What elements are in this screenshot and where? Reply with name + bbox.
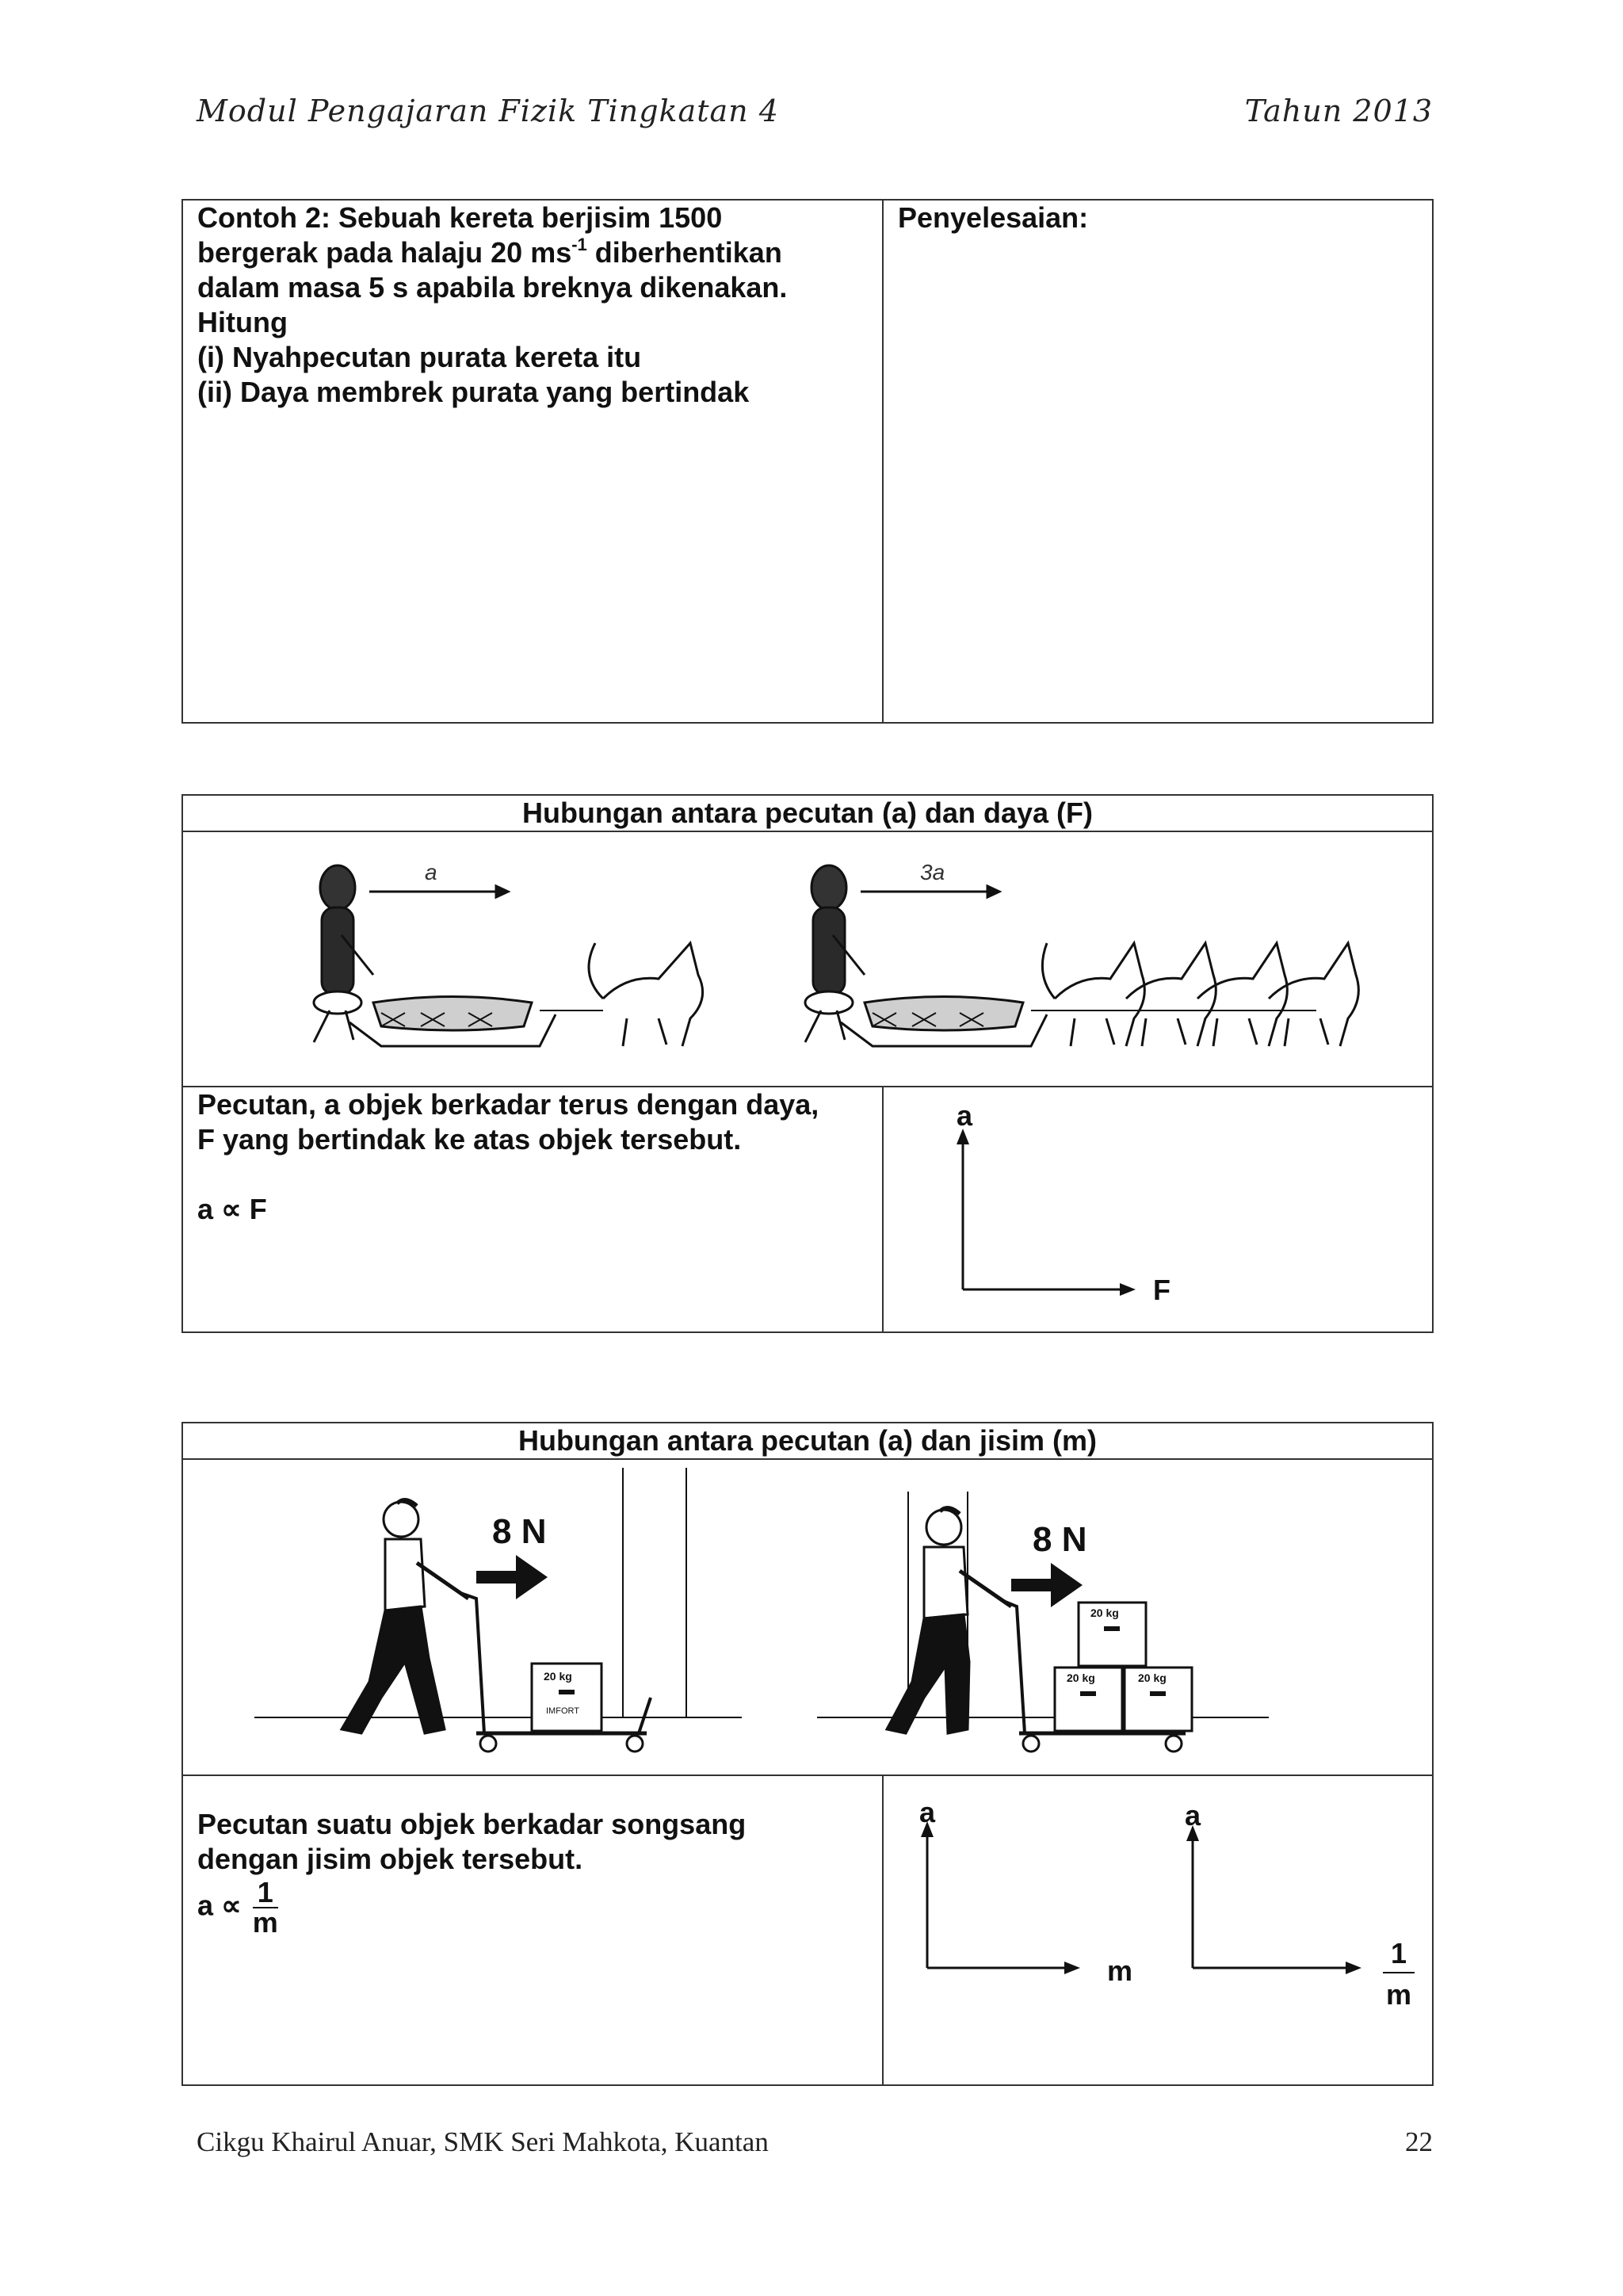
force-statement-line-2: F yang bertindak ke atas objek tersebut.	[197, 1123, 742, 1156]
graph1-y-label: a	[919, 1796, 936, 1828]
fraction-numerator: 1	[253, 1878, 278, 1908]
fraction	[253, 1878, 278, 1937]
force-section-title: Hubungan antara pecutan (a) dan daya (F)	[521, 797, 1094, 829]
example-box	[181, 199, 1434, 724]
axis-label-a: a	[957, 1099, 973, 1132]
header-year: Tahun 2013	[1244, 94, 1433, 128]
example-line-4: Hitung	[197, 306, 288, 338]
example-line-5: (i) Nyahpecutan purata kereta itu	[197, 341, 642, 373]
solution-label: Penyelesaian:	[898, 201, 1089, 234]
acceleration-arrow-right	[861, 886, 999, 897]
example-question	[197, 201, 871, 410]
box-label-right-3: 20 kg	[1090, 1606, 1119, 1619]
mass-statement-line-2: dengan jisim objek tersebut.	[197, 1843, 583, 1875]
sled-dogs-illustration	[183, 832, 1432, 1086]
trolley-illustration	[183, 1460, 1432, 1773]
divider	[882, 201, 884, 722]
box-brand-left: IMFORT	[546, 1706, 579, 1716]
example-line-2b: diberhentikan	[586, 236, 782, 269]
mass-statement	[197, 1807, 879, 1937]
box-handle	[1150, 1691, 1166, 1696]
force-arrow-left	[476, 1555, 548, 1599]
mass-section-title: Hubungan antara pecutan (a) dan jisim (m)	[517, 1424, 1098, 1457]
force-arrow-right	[1011, 1563, 1083, 1607]
graph2-x-denominator: m	[1386, 1978, 1412, 2011]
box-label-left: 20 kg	[544, 1670, 572, 1683]
graph2-x-numerator: 1	[1391, 1937, 1407, 1969]
acceleration-arrow-left	[369, 886, 508, 897]
label-a: a	[425, 860, 437, 884]
mass-statement-line-1: Pecutan suatu objek berkadar songsang	[197, 1808, 747, 1840]
fraction-denominator: m	[252, 1906, 278, 1939]
label-3a: 3a	[920, 860, 945, 884]
graph2-y-label: a	[1185, 1799, 1201, 1832]
a-vs-m-graph	[921, 1821, 1080, 1974]
box-handle	[1080, 1691, 1096, 1696]
trolley-scene-left	[254, 1468, 742, 1752]
force-statement	[197, 1087, 879, 1227]
a-vs-m-graphs	[884, 1776, 1434, 2085]
example-line-1: Contoh 2: Sebuah kereta berjisim 1500	[197, 201, 723, 234]
mass-relation	[197, 1878, 879, 1937]
box-handle	[559, 1690, 575, 1694]
box-label-right-2: 20 kg	[1138, 1671, 1167, 1684]
footer-author: Cikgu Khairul Anuar, SMK Seri Mahkota, Kuantan	[197, 2126, 769, 2157]
example-line-2: bergerak pada halaju 20 ms	[197, 236, 572, 269]
example-line-6: (ii) Daya membrek purata yang bertindak	[197, 376, 750, 408]
force-relation: a ∝ F	[197, 1193, 267, 1225]
force-label-left: 8 N	[492, 1512, 547, 1551]
mass-relation-prefix: a ∝	[197, 1889, 242, 1922]
unit-exponent: -1	[571, 235, 587, 254]
force-statement-line-1: Pecutan, a objek berkadar terus dengan daya,	[197, 1088, 819, 1121]
a-vs-inverse-m-graph	[1186, 1825, 1415, 1974]
force-box	[181, 794, 1434, 1333]
a-vs-F-graph	[884, 1087, 1434, 1333]
graph1-x-label: m	[1107, 1954, 1133, 1987]
box-label-right-1: 20 kg	[1067, 1671, 1095, 1684]
axis-label-F: F	[1153, 1274, 1170, 1306]
box-handle	[1104, 1626, 1120, 1631]
header-title: Modul Pengajaran Fizik Tingkatan 4	[197, 94, 779, 128]
example-line-3: dalam masa 5 s apabila breknya dikenakan.	[197, 271, 788, 304]
mass-box	[181, 1422, 1434, 2086]
force-label-right: 8 N	[1033, 1520, 1087, 1559]
page-number: 22	[1405, 2126, 1433, 2157]
